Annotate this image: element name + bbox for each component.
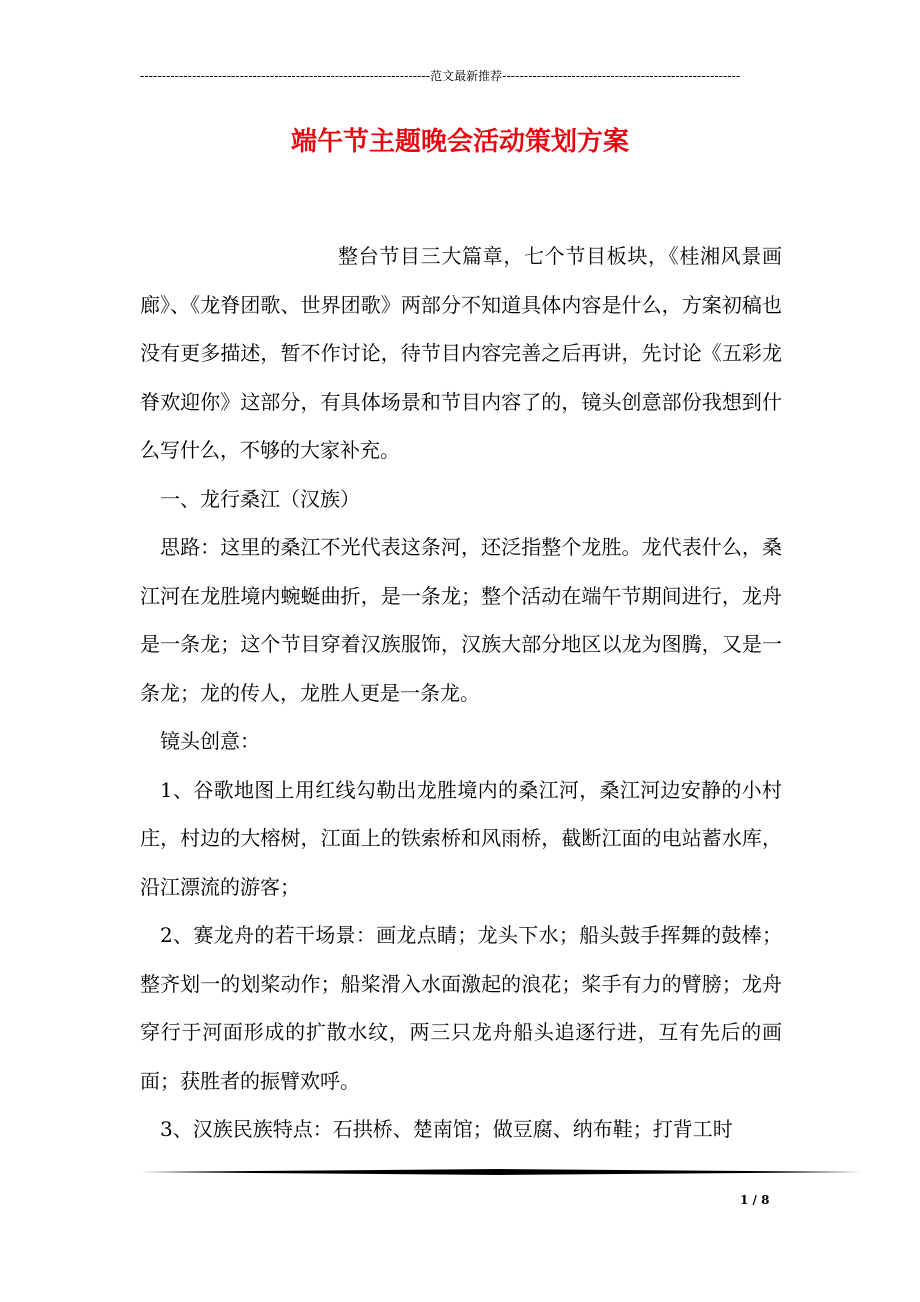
footer-divider (140, 1169, 862, 1175)
document-title: 端午节主题晚会活动策划方案 (290, 127, 629, 157)
subheading: 镜头创意： (160, 729, 260, 753)
body-paragraph: 思路：这里的桑江不光代表这条河，还泛指整个龙胜。龙代表什么，桑江河在龙胜境内蜿蜒曲折，是一条龙；整个活动在端午节期间进行，龙舟是一条龙；这个节目穿着汉族服饰，汉族大部分地区以龙为图腾，又是一条龙；龙的传人，龙胜人更是一条龙。 (140, 535, 782, 705)
list-item: 1、谷歌地图上用红线勾勒出龙胜境内的桑江河，桑江河边安静的小村庄，村边的大榕树，江面上的铁索桥和风雨桥，截断江面的电站蓄水库，沿江漂流的游客； (140, 777, 782, 899)
header-label: 范文最新推荐 (430, 69, 503, 83)
list-item: 3、汉族民族特点：石拱桥、楚南馆；做豆腐、纳布鞋；打背工时 (160, 1117, 733, 1141)
page-header (140, 68, 770, 84)
header-dashes-left: ------------------------------------------------------------------- (140, 69, 431, 83)
header-dashes-right: ------------------------------------------------------- (502, 69, 741, 83)
list-item: 2、赛龙舟的若干场景：画龙点睛；龙头下水；船头鼓手挥舞的鼓棒；整齐划一的划桨动作；船桨滑入水面激起的浪花；桨手有力的臂膀；龙舟穿行于河面形成的扩散水纹，两三只龙舟船头追逐行进，互有先后的画面；获胜者的振臂欢呼。 (140, 923, 782, 1093)
body-paragraph: 整台节目三大篇章，七个节目板块，《桂湘风景画廊》、《龙脊团歌、世界团歌》两部分不知道具体内容是什么，方案初稿也没有更多描述，暂不作讨论，待节目内容完善之后再讲，先讨论《五彩龙脊欢迎你》这部分，有具体场景和节目内容了的，镜头创意部份我想到什么写什么，不够的大家补充。 (140, 244, 782, 462)
page-number: 1 / 8 (740, 1193, 770, 1207)
document-body (140, 232, 782, 1154)
section-heading: 一、龙行桑江（汉族） (160, 486, 360, 511)
